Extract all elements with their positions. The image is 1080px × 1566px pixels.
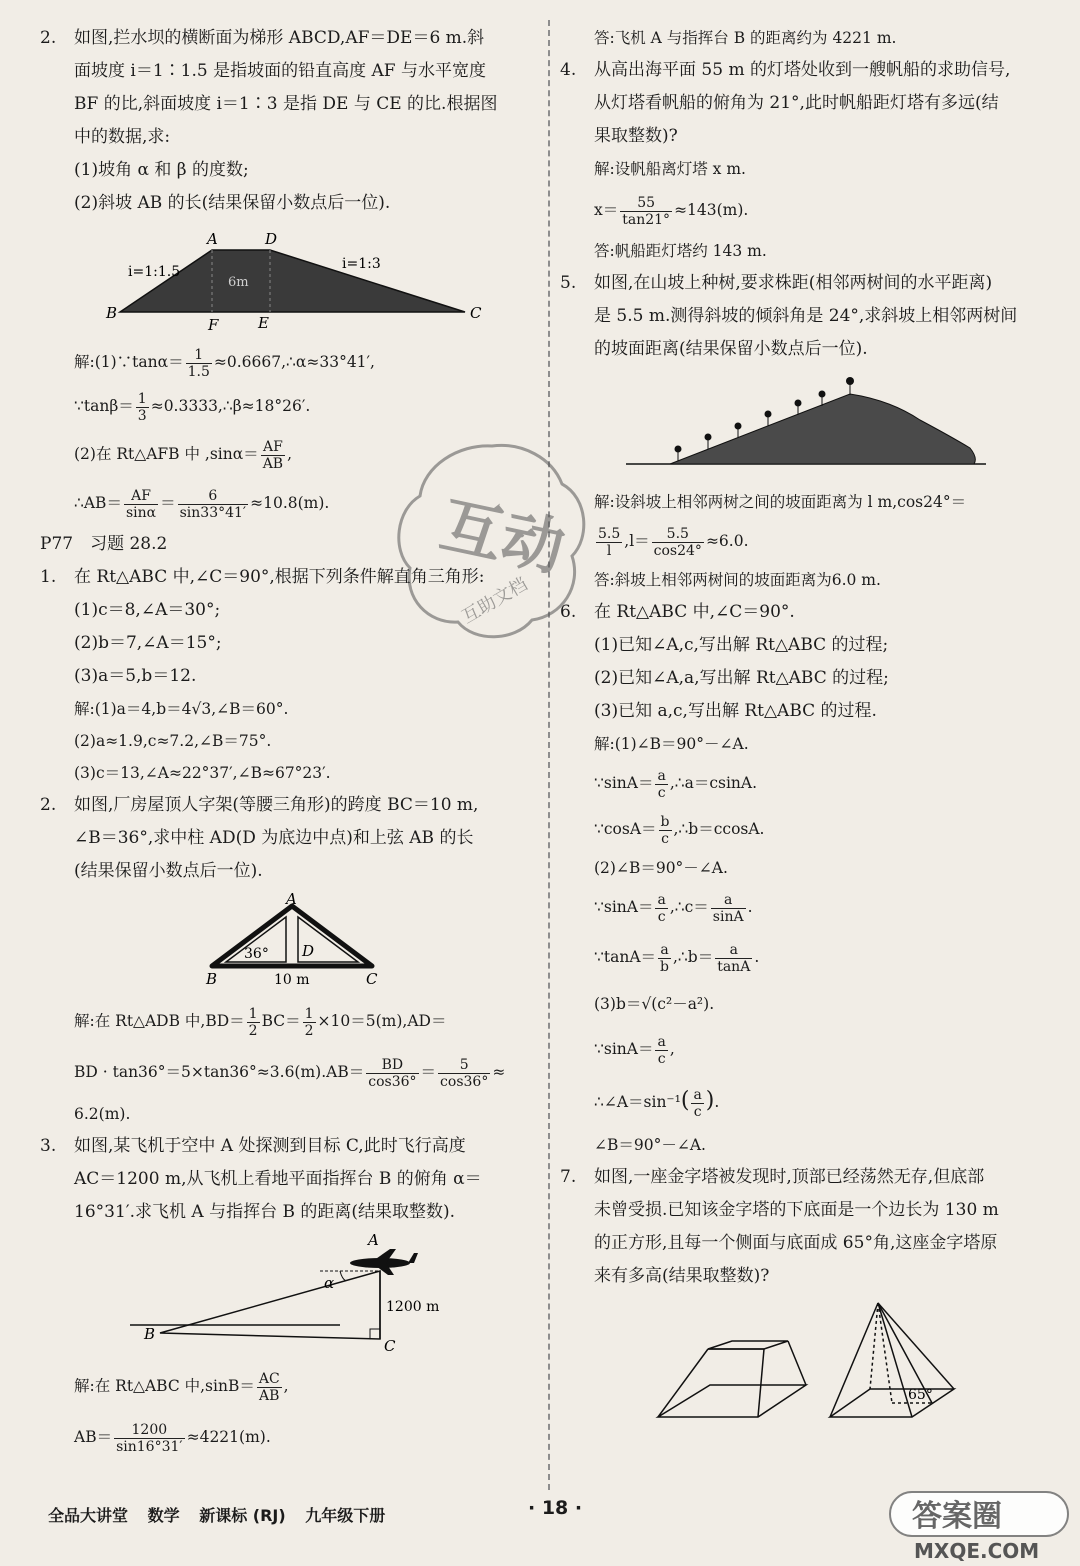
label-D: D: [265, 230, 278, 248]
problem-3: 3. 如图,某飞机于空中 A 处探测到目标 C,此时飞行高度 AC＝1200 m,从飞机上看地平面指挥台 B 的俯角 α＝ 16°31′.求飞机 A 与指挥台 B 的距离(结果取整数).: [40, 1136, 482, 1222]
fraction: $\frac{a}{c}$: [657, 1033, 666, 1067]
alpha-arc: [340, 1271, 346, 1281]
pyramid-figure: [560, 1297, 1060, 1431]
section-heading: P77 习题 28.2: [40, 534, 168, 554]
fraction: $\frac{1}{2}$: [248, 1005, 258, 1039]
label-A: A: [286, 892, 297, 908]
p2-line: (2)斜坡 AB 的长(结果保留小数点后一位).: [74, 193, 391, 213]
fraction: $\frac{5.5}{\cos 24^\circ}$: [653, 525, 702, 559]
angle-label: 36°: [244, 946, 269, 962]
fraction: $\frac{1}{3}$: [137, 390, 147, 424]
angle-label: 65°: [908, 1387, 933, 1403]
page-footer: [48, 1503, 399, 1526]
truncated-pyramid: [658, 1341, 806, 1417]
p2-line: 中的数据,求:: [74, 127, 171, 147]
q3-solution: 解:在 Rt△ABC 中,sinB＝ $\frac{AC}{AB}$ , AB＝ $\frac{1200}{\sin 16^\circ 31'}$ ≈4221(m).: [74, 1370, 289, 1455]
truss-outer: [212, 906, 372, 966]
triangle-ABC: [160, 1271, 380, 1339]
column-divider: [548, 20, 550, 1490]
watermark-cn: 答案圈: [912, 1499, 1002, 1534]
fraction: $\frac{6}{\sin 33^\circ 41'}$: [179, 487, 247, 521]
page-number: · 18 ·: [528, 1497, 583, 1519]
label-A: A: [207, 230, 218, 248]
p2-solution: 解:(1)∵tanα＝ $\frac{1}{1.5}$ ≈0.6667,∴α≈33°41′, ∵tanβ＝ $\frac{1}{3}$ ≈0.3333,∴β≈18°26′. (2)在 Rt△AFB 中 ,sinα＝ $\frac{AF}{AB}$ , ∴AB＝ $\frac{AF}{\sin\alpha}$ ＝ $\frac{6}{\sin 33^\circ 41'}$ ≈10.8(m).: [74, 346, 375, 521]
roof-truss-diagram: [40, 892, 540, 988]
p2-line: BF 的比,斜面坡度 i＝1∶3 是指 DE 与 CE 的比.根据图: [74, 94, 498, 114]
book-title: 全品大讲堂: [48, 1506, 129, 1525]
fraction: $\frac{a}{c}$: [657, 891, 666, 925]
dam-trapezoid: [120, 250, 465, 312]
truss-figure: [40, 892, 540, 992]
stamp-main-text: 互动: [434, 488, 571, 586]
fraction: $\frac{AC}{AB}$: [258, 1370, 280, 1404]
label-C: C: [470, 304, 482, 322]
label-B: B: [144, 1325, 156, 1343]
right-column: [560, 22, 1060, 1435]
label-B: B: [206, 970, 218, 988]
q1-solution: 解:(1)a＝4,b＝4√3,∠B＝60°. (2)a≈1.9,c≈7.2,∠B＝75°. (3)c＝13,∠A≈22°37′,∠B≈67°23′.: [74, 700, 331, 782]
fraction: $\frac{1}{2}$: [304, 1005, 314, 1039]
stamp-watermark: [392, 438, 592, 648]
full-pyramid: [830, 1303, 954, 1417]
problem-4: 4. 从高出海平面 55 m 的灯塔处收到一艘帆船的求助信号, 从灯塔看帆船的俯角为 21°,此时帆船距灯塔有多远(结 果取整数)?: [560, 60, 1011, 146]
q5-solution: 解:设斜坡上相邻两树之间的坡面距离为 l m,cos24°＝ $\frac{5.5}{l}$ ,l＝ $\frac{5.5}{\cos 24^\circ}$ ≈6.0. 答:斜坡上相邻两树间的坡面距离为6.0 m.: [594, 493, 967, 589]
fraction: $\frac{1}{1.5}$: [187, 346, 210, 380]
right-angle-mark: [370, 1329, 380, 1339]
fraction: $\frac{a}{\tan A}$: [717, 941, 751, 975]
fraction: $\frac{1200}{\sin 16^\circ 31'}$: [116, 1421, 183, 1455]
hill-shape: [670, 394, 975, 464]
label-F: F: [208, 316, 219, 334]
problem-2: 2. 如图,拦水坝的横断面为梯形 ABCD,AF＝DE＝6 m.斜 面坡度 i＝1∶1.5 是指坡面的铅直高度 AF 与水平宽度 BF 的比,斜面坡度 i＝1∶3 是指 DE 与 CE 的比.根据图 中的数据,求: (1)坡角 α 和 β 的度数; (2)斜坡 AB 的长(结果保留小数点后一位).: [40, 22, 540, 220]
problem-2b: 2. 如图,厂房屋顶人字架(等腰三角形)的跨度 BC＝10 m, ∠B＝36°,求中柱 AD(D 为底边中点)和上弦 AB 的长 (结果保留小数点后一位).: [40, 795, 479, 881]
label-C: C: [384, 1337, 396, 1353]
q3-answer: 答:飞机 A 与指挥台 B 的距离约为 4221 m.: [594, 29, 897, 47]
dam-figure: [40, 224, 540, 338]
fraction: $\frac{a}{b}$: [660, 941, 669, 975]
fraction: $\frac{55}{\tan 21^\circ}$: [622, 194, 671, 228]
pyramid-diagram: [560, 1297, 1060, 1427]
curriculum: 新课标 (RJ): [199, 1506, 286, 1525]
fraction: $\frac{AF}{\sin\alpha}$: [125, 487, 157, 521]
slope-label-1: i=1:1.5: [128, 264, 181, 280]
plane-angle-diagram: [40, 1233, 540, 1353]
plane-figure: [40, 1233, 540, 1357]
hillside-trees-diagram: [560, 370, 1060, 478]
alpha-label: α: [324, 1274, 335, 1292]
slope-label-2: i=1:3: [342, 256, 381, 272]
grade: 九年级下册: [305, 1506, 386, 1525]
label-C: C: [366, 970, 378, 988]
fraction: $\frac{5}{\cos 36^\circ}$: [440, 1056, 489, 1090]
label-D: D: [302, 942, 315, 960]
fraction: $\frac{a}{c}$: [657, 767, 666, 801]
fraction: $\frac{b}{c}$: [660, 813, 670, 847]
height-label: 1200 m: [386, 1299, 440, 1315]
stamp-sub-text: 互助文档: [458, 573, 532, 628]
subject: 数学: [147, 1506, 180, 1525]
p2-line: 面坡度 i＝1∶1.5 是指坡面的铅直高度 AF 与水平宽度: [74, 61, 486, 81]
left-column: [40, 22, 540, 1463]
q4-solution: 解:设帆船离灯塔 x m. x＝ $\frac{55}{\tan 21^\circ}$ ≈143(m). 答:帆船距灯塔约 143 m.: [594, 160, 767, 260]
p2-line: (1)坡角 α 和 β 的度数;: [74, 160, 249, 180]
fraction: $\frac{AF}{AB}$: [262, 438, 284, 472]
trapezoid-dam-diagram: [40, 224, 540, 334]
fraction: $\frac{5.5}{l}$: [598, 525, 621, 559]
q2-solution: 解:在 Rt△ADB 中,BD＝ $\frac{1}{2}$ BC＝ $\frac{1}{2}$ ×10＝5(m),AD＝ BD · tan36°＝5×tan36°≈3.6(m).AB＝ $\frac{BD}{\cos 36^\circ}$ ＝ $\frac{5}{\cos 36^\circ}$ ≈ 6.2(m).: [74, 1005, 506, 1123]
label-B: B: [106, 304, 118, 322]
fraction: $\frac{BD}{\cos 36^\circ}$: [368, 1056, 417, 1090]
q6-solution: 解:(1)∠B＝90°－∠A. ∵sinA＝ $\frac{a}{c}$ ,∴a＝csinA. ∵cosA＝ $\frac{b}{c}$ ,∴b＝ccosA. (2)∠B＝90°－∠A. ∵sinA＝ $\frac{a}{c}$ ,∴c＝ $\frac{a}{\sin A}$ . ∵tanA＝ $\frac{a}{b}$ ,∴b＝ $\frac{a}{\tan A}$ . (3)b＝√(c²－a²). ∵sinA＝ $\frac{a}{c}$ , ∴∠A＝sin⁻¹( $\frac{a}{c}$ ). ∠B＝90°－∠A.: [594, 735, 765, 1154]
p2-line: 如图,拦水坝的横断面为梯形 ABCD,AF＝DE＝6 m.斜: [74, 28, 485, 48]
problem-7: 7. 如图,一座金字塔被发现时,顶部已经荡然无存,但底部 未曾受损.已知该金字塔的下底面是一个边长为 130 m 的正方形,且每一个侧面与底面成 65°角,这座金字塔原 来有多高(结果取整数)?: [560, 1167, 999, 1286]
label-A: A: [368, 1233, 379, 1249]
site-watermark-logo: [884, 1488, 1074, 1564]
fraction: $\frac{a}{\sin A}$: [712, 891, 744, 925]
fraction: $\frac{a}{c}$: [693, 1086, 702, 1120]
label-E: E: [258, 314, 269, 332]
problem-6: 6. 在 Rt△ABC 中,∠C＝90°. (1)已知∠A,c,写出解 Rt△ABC 的过程; (2)已知∠A,a,写出解 Rt△ABC 的过程; (3)已知 a,c,写出解 Rt△ABC 的过程.: [560, 602, 889, 721]
watermark-en: MXQE.COM: [914, 1539, 1040, 1563]
problem-5: 5. 如图,在山坡上种树,要求株距(相邻两树间的水平距离) 是 5.5 m.测得斜坡的倾斜角是 24°,求斜坡上相邻两树间 的坡面距离(结果保留小数点后一位).: [560, 273, 1018, 359]
problem-1: 1. 在 Rt△ABC 中,∠C＝90°,根据下列条件解直角三角形: (1)c＝8,∠A＝30°; (2)b＝7,∠A＝15°; (3)a＝5,b＝12.: [40, 567, 485, 686]
height-label: 6m: [228, 275, 249, 290]
hill-figure: [560, 370, 1060, 482]
span-label: 10 m: [274, 972, 310, 988]
